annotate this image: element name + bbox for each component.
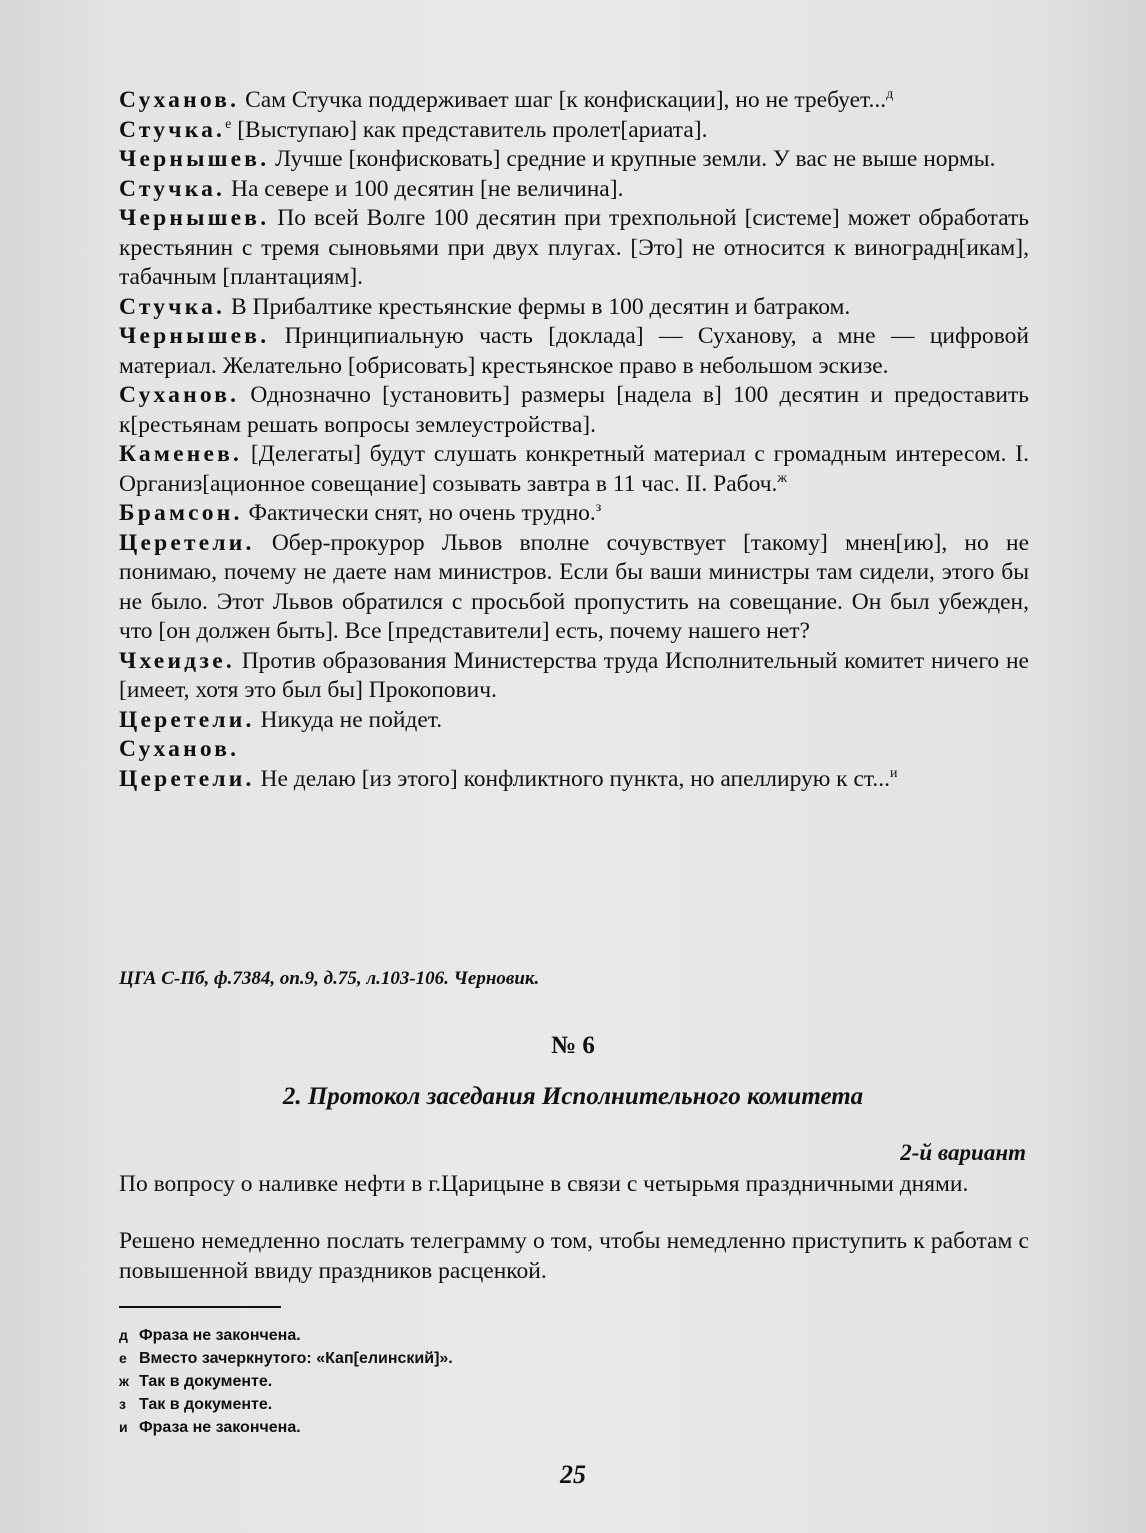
speech-text: Фактически снят, но очень трудно. xyxy=(242,500,596,526)
footnote xyxy=(119,1324,453,1347)
footnotes xyxy=(119,1324,453,1439)
speech-8 xyxy=(119,381,1029,440)
footnote-mark: з xyxy=(119,1396,126,1412)
speaker-name: Стучка. xyxy=(119,175,226,202)
speech-5 xyxy=(119,204,1029,293)
footnote-mark: ж xyxy=(119,1373,129,1389)
footnote xyxy=(119,1347,453,1370)
speech-text: Лучше [конфисковать] средние и крупные земли. У вас не выше нормы. xyxy=(269,146,996,172)
speech-text: В Прибалтике крестьянские фермы в 100 десятин и батраком. xyxy=(225,293,851,320)
speech-13 xyxy=(119,706,1029,736)
footnote-text: Фраза не закончена. xyxy=(139,1327,301,1344)
speaker-name: Церетели. xyxy=(119,765,255,792)
speech-1 xyxy=(119,86,1029,116)
footnote-ref: и xyxy=(890,765,898,781)
speaker-name: Суханов. xyxy=(119,382,240,408)
transcript-body xyxy=(119,86,1029,794)
speech-text: Сам Стучка поддерживает шаг [к конфискации], но не требует... xyxy=(239,87,887,113)
footnote-mark: д xyxy=(119,1327,128,1343)
speech-6 xyxy=(119,293,1029,323)
speaker-name: Чернышев. xyxy=(119,205,270,231)
speaker-name: Стучка. xyxy=(119,116,226,143)
footnote xyxy=(119,1416,453,1439)
speech-9 xyxy=(119,440,1029,499)
footnote-text: Вместо зачеркнутого: «Кап[елинский]». xyxy=(139,1350,453,1367)
footnote-ref: е xyxy=(225,116,232,132)
speaker-name: Стучка. xyxy=(119,293,226,320)
speaker-name: Церетели. xyxy=(119,706,255,733)
speech-text: [Выступаю] как представитель пролет[ариата]. xyxy=(231,116,708,143)
speech-14 xyxy=(119,735,1029,765)
footnote-ref: д xyxy=(886,87,894,103)
footnote-mark: е xyxy=(119,1350,127,1366)
footnote-ref: з xyxy=(595,500,602,516)
speech-text: [Делегаты] будут слушать конкретный материал с громадным интересом. I. Организ[ационное совещание] созывать завтра в 11 час. II. Рабоч. xyxy=(119,441,1029,497)
footnote-mark: и xyxy=(119,1419,128,1435)
page-number: 25 xyxy=(560,1460,586,1489)
speech-text: По всей Волге 100 десятин при трехпольной [системе] может обработать крестьянин с тремя сыновьями при двух плугах. [Это] не относится к виноградн[икам], табачным [плантациям]. xyxy=(119,205,1029,290)
footnote xyxy=(119,1370,453,1393)
footnote-text: Фраза не закончена. xyxy=(139,1419,301,1436)
speech-text: На севере и 100 десятин [не величина]. xyxy=(225,175,624,202)
speech-text: Принципиальную часть [доклада] — Суханову, а мне — цифровой материал. Желательно [обрисовать] крестьянское право в небольшом эскизе. xyxy=(119,323,1029,379)
speech-7 xyxy=(119,322,1029,381)
speaker-name: Суханов. xyxy=(119,736,240,762)
speaker-name: Чернышев. xyxy=(119,323,270,349)
footnote-ref: ж xyxy=(777,470,788,486)
speech-text: Против образования Министерства труда Исполнительный комитет ничего не [имеет, хотя это был бы] Прокопович. xyxy=(119,647,1029,703)
speech-10 xyxy=(119,499,1029,529)
footnote-text: Так в документе. xyxy=(139,1373,273,1390)
speech-2 xyxy=(119,116,1029,146)
footnote-divider xyxy=(119,1306,281,1308)
footnote-text: Так в документе. xyxy=(139,1396,273,1413)
speaker-name: Каменев. xyxy=(119,441,243,467)
resolution-question: По вопросу о наливке нефти в г.Царицыне в связи с четырьмя праздничными днями. xyxy=(119,1171,969,1197)
speaker-name: Брамсон. xyxy=(119,500,243,526)
speaker-name: Суханов. xyxy=(119,87,240,113)
variant-label: 2-й вариант xyxy=(900,1140,1026,1165)
speaker-name: Чернышев. xyxy=(119,146,270,172)
speech-text: Никуда не пойдет. xyxy=(254,706,443,733)
archive-source: ЦГА С-Пб, ф.7384, оп.9, д.75, л.103-106. Черновик. xyxy=(119,968,540,989)
speech-11 xyxy=(119,529,1029,647)
speech-text: Однозначно [установить] размеры [надела в] 100 десятин и предоставить к[рестьянам решать вопросы землеустройства]. xyxy=(119,382,1029,438)
speech-3 xyxy=(119,145,1029,175)
speech-text: Не делаю [из этого] конфликтного пункта, но апеллирую к ст... xyxy=(254,765,891,792)
speaker-name: Чхеидзе. xyxy=(119,647,235,674)
document-number: № 6 xyxy=(551,1032,595,1059)
speaker-name: Церетели. xyxy=(119,529,255,556)
document-title: 2. Протокол заседания Исполнительного комитета xyxy=(282,1083,864,1110)
speech-text: Обер-прокурор Львов вполне сочувствует [такому] мнен[ию], но не понимаю, почему не даете нам министров. Если бы ваши министры там сидели, этого бы не было. Этот Львов обратился с просьбой пропустить на совещание. Он был убежден, что [он должен быть]. Все [представители] есть, почему нашего нет? xyxy=(119,529,1029,644)
footnote xyxy=(119,1393,453,1416)
speech-4 xyxy=(119,175,1029,205)
resolution-decision: Решено немедленно послать телеграмму о том, чтобы немедленно приступить к работам с повышенной ввиду праздников расценкой. xyxy=(119,1228,1029,1284)
speech-15 xyxy=(119,765,1029,795)
speech-12 xyxy=(119,647,1029,706)
